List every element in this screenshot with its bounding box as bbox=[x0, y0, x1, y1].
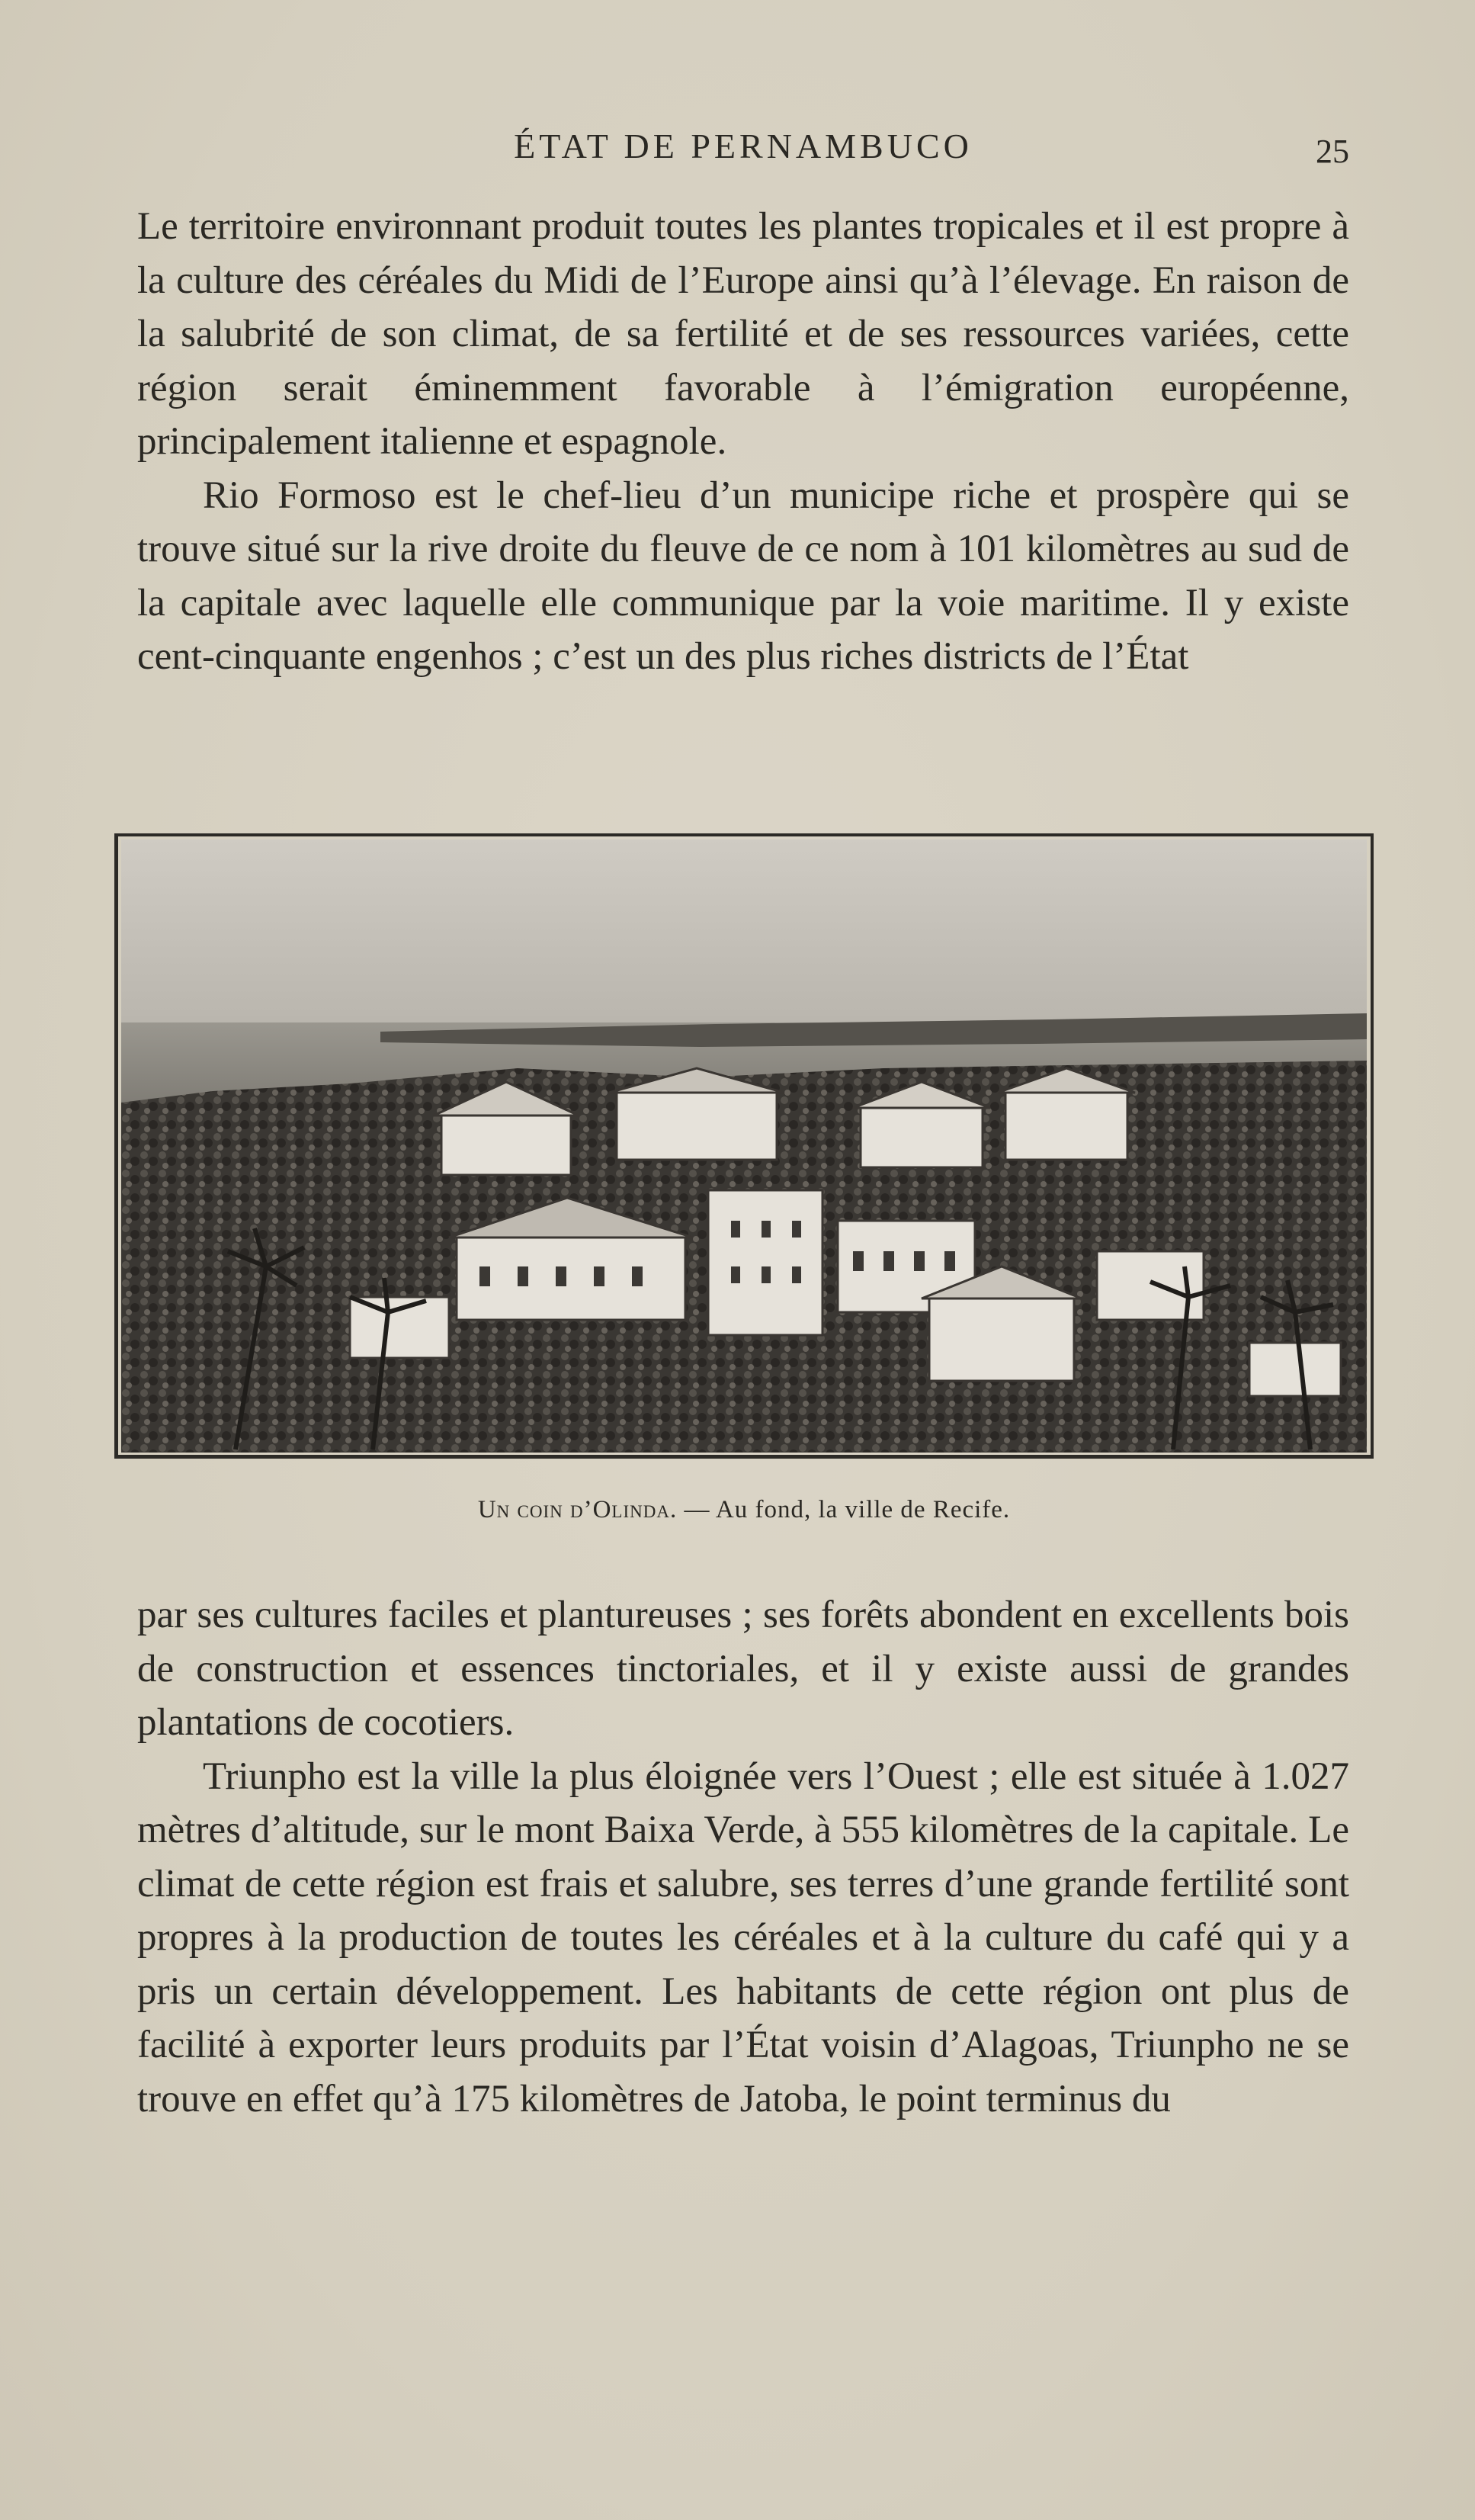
paragraph: Triunpho est la ville la plus éloignée vers l’Ouest ; elle est située à 1.027 mètres d’altitude, sur le mont Baixa Verde, à 555 kilomètres de la capitale. Le climat de cette région est frais et salubre, ses terres d’une grande fertilité sont propres à la production de toutes les céréales et à la culture du café qui y a pris un certain développement. Les habitants de cette région ont plus de facilité à exporter leurs produits par l’État voisin d’Alagoas, Triunpho ne se trouve en effet qu’à 175 kilomètres de Jatoba, le point terminus du bbox=[137, 1754, 1349, 2120]
figure-caption bbox=[114, 1496, 1374, 1524]
running-title: ÉTAT DE PERNAMBUCO bbox=[514, 127, 973, 165]
sky bbox=[121, 839, 1367, 1030]
olinda-town-photo bbox=[121, 839, 1367, 1453]
photo-figure bbox=[114, 833, 1374, 1459]
paragraph: Le territoire environnant produit toutes les plantes tropicales et il est propre à la culture des céréales du Midi de l’Europe ainsi qu’à l’élevage. En raison de la salubrité de son climat, de sa fertilité et de ses ressources variées, cette région serait éminemment favorable à l’émigration européenne, principalement italienne et espagnole. bbox=[137, 205, 1349, 463]
caption-title: Un coin d’Olinda. bbox=[477, 1496, 678, 1523]
text-block-top bbox=[137, 200, 1349, 684]
caption-text: — Au fond, la ville de Recife. bbox=[677, 1496, 1011, 1523]
paragraph: Rio Formoso est le chef-lieu d’un municipe riche et prospère qui se trouve situé sur la rive droite du fleuve de ce nom à 101 kilomètres au sud de la capitale avec laquelle elle communique par la voie maritime. Il y existe cent-cinquante engenhos ; c’est un des plus riches districts de l’État bbox=[137, 474, 1349, 678]
paragraph: par ses cultures faciles et plantureuses ; ses forêts abondent en excellents bois de construction et essences tinctoriales, et il y existe aussi de grandes plantations de cocotiers. bbox=[137, 1594, 1349, 1744]
running-header bbox=[137, 126, 1349, 172]
text-block-bottom bbox=[137, 1588, 1349, 2126]
page-number: 25 bbox=[1316, 133, 1349, 170]
